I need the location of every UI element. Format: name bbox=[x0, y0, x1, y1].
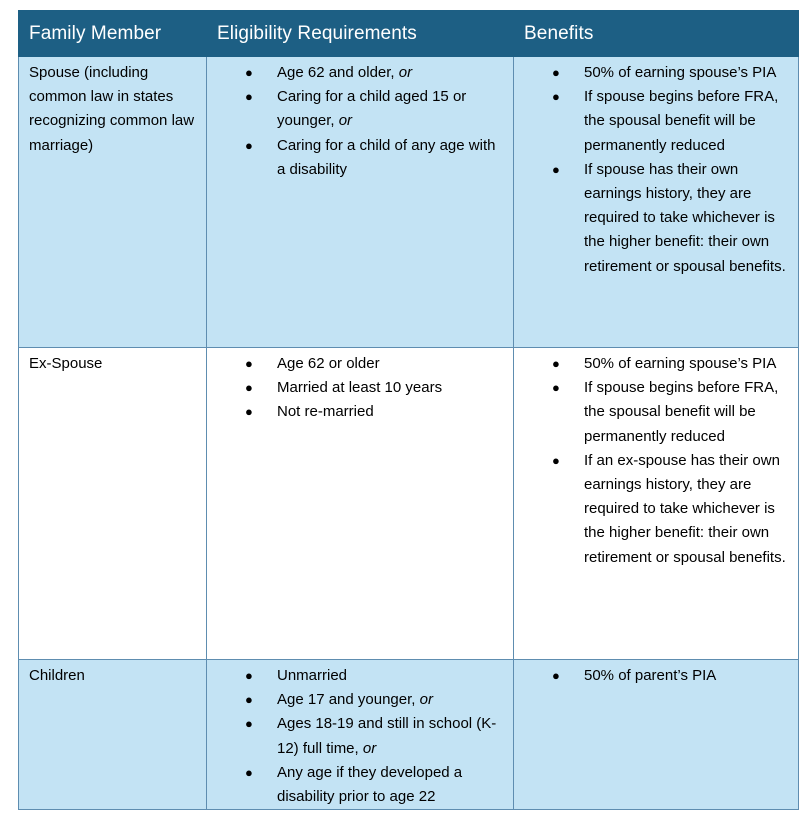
eligibility-cell bbox=[207, 348, 514, 660]
benefit-item bbox=[552, 664, 790, 688]
eligibility-italic: or bbox=[362, 739, 377, 757]
benefits-cell bbox=[514, 660, 799, 810]
eligibility-list bbox=[217, 61, 505, 182]
benefits-cell bbox=[514, 57, 799, 348]
eligibility-italic: or bbox=[338, 112, 353, 130]
eligibility-text: Age 62 or older bbox=[277, 355, 380, 372]
eligibility-item bbox=[245, 400, 505, 424]
eligibility-item bbox=[245, 664, 505, 688]
eligibility-text: Not re-married bbox=[277, 403, 374, 421]
header-family-member: Family Member bbox=[19, 11, 207, 57]
member-cell bbox=[19, 57, 207, 348]
bullet-icon: ● bbox=[552, 89, 560, 105]
member-cell bbox=[19, 660, 207, 810]
eligibility-text: Unmarried bbox=[277, 667, 348, 684]
bullet-icon: ● bbox=[245, 65, 253, 80]
bullet-icon: ● bbox=[245, 137, 253, 153]
eligibility-item bbox=[245, 61, 505, 85]
eligibility-cell bbox=[207, 660, 514, 810]
benefit-item bbox=[552, 61, 790, 85]
table-row bbox=[19, 660, 799, 810]
benefit-text: 50% of earning spouse’s PIA bbox=[584, 64, 777, 81]
bullet-icon: ● bbox=[245, 404, 253, 420]
bullet-icon: ● bbox=[552, 452, 560, 468]
benefit-item bbox=[552, 85, 790, 158]
header-eligibility: Eligibility Requirements bbox=[207, 11, 514, 57]
bullet-icon: ● bbox=[552, 65, 560, 80]
header-benefits: Benefits bbox=[514, 11, 799, 57]
eligibility-text: Married at least 10 years bbox=[277, 379, 443, 397]
bullet-icon: ● bbox=[552, 356, 560, 371]
eligibility-item bbox=[245, 85, 505, 133]
eligibility-item bbox=[245, 352, 505, 376]
family-benefits-table bbox=[18, 10, 799, 810]
benefit-text: If spouse has their own earnings history, they are required to take whichever is the higher benefit: their own retirement or spousal benefits. bbox=[584, 160, 786, 275]
eligibility-text: Age 62 and older, bbox=[277, 64, 399, 81]
bullet-icon: ● bbox=[552, 380, 560, 396]
benefit-text: If an ex-spouse has their own earnings history, they are required to take whichever is the higher benefit: their own retirement or spousal benefits. bbox=[584, 451, 786, 566]
benefit-text: If spouse begins before FRA, the spousal benefit will be permanently reduced bbox=[584, 379, 779, 445]
bullet-icon: ● bbox=[245, 692, 253, 708]
benefits-cell bbox=[514, 348, 799, 660]
benefits-table-container bbox=[18, 10, 798, 810]
member-cell bbox=[19, 348, 207, 660]
eligibility-item bbox=[245, 712, 505, 760]
eligibility-italic: or bbox=[419, 691, 433, 709]
bullet-icon: ● bbox=[552, 668, 560, 683]
benefit-item bbox=[552, 449, 790, 570]
eligibility-text: Ages 18-19 and still in school (K-12) full time, bbox=[277, 715, 497, 757]
member-label: Children bbox=[29, 667, 85, 684]
eligibility-list bbox=[217, 664, 505, 809]
benefit-text: 50% of earning spouse’s PIA bbox=[584, 355, 777, 372]
eligibility-item bbox=[245, 761, 505, 809]
benefit-text: If spouse begins before FRA, the spousal benefit will be permanently reduced bbox=[584, 88, 779, 154]
benefit-text: 50% of parent’s PIA bbox=[584, 667, 717, 684]
member-label: Spouse (including common law in states recognizing common law marriage) bbox=[29, 64, 195, 154]
eligibility-text: Any age if they developed a disability prior to age 22 bbox=[277, 763, 463, 806]
eligibility-text: Caring for a child aged 15 or younger, bbox=[277, 88, 467, 130]
bullet-icon: ● bbox=[245, 380, 253, 396]
benefits-list bbox=[524, 664, 790, 688]
eligibility-italic: or bbox=[398, 64, 413, 81]
benefit-item bbox=[552, 376, 790, 449]
bullet-icon: ● bbox=[245, 668, 253, 683]
benefit-item bbox=[552, 158, 790, 279]
bullet-icon: ● bbox=[245, 716, 253, 732]
eligibility-cell bbox=[207, 57, 514, 348]
eligibility-item bbox=[245, 134, 505, 182]
benefits-list bbox=[524, 352, 790, 570]
eligibility-list bbox=[217, 352, 505, 425]
bullet-icon: ● bbox=[245, 356, 253, 371]
benefit-item bbox=[552, 352, 790, 376]
member-label: Ex-Spouse bbox=[29, 355, 103, 372]
eligibility-text: Caring for a child of any age with a disability bbox=[277, 136, 496, 178]
table-row bbox=[19, 57, 799, 348]
benefits-list bbox=[524, 61, 790, 279]
eligibility-text: Age 17 and younger, bbox=[277, 691, 420, 709]
table-row bbox=[19, 348, 799, 660]
table-header-row bbox=[19, 11, 799, 57]
bullet-icon: ● bbox=[245, 764, 253, 780]
bullet-icon: ● bbox=[245, 89, 253, 105]
eligibility-item bbox=[245, 688, 505, 712]
eligibility-item bbox=[245, 376, 505, 400]
bullet-icon: ● bbox=[552, 161, 560, 177]
